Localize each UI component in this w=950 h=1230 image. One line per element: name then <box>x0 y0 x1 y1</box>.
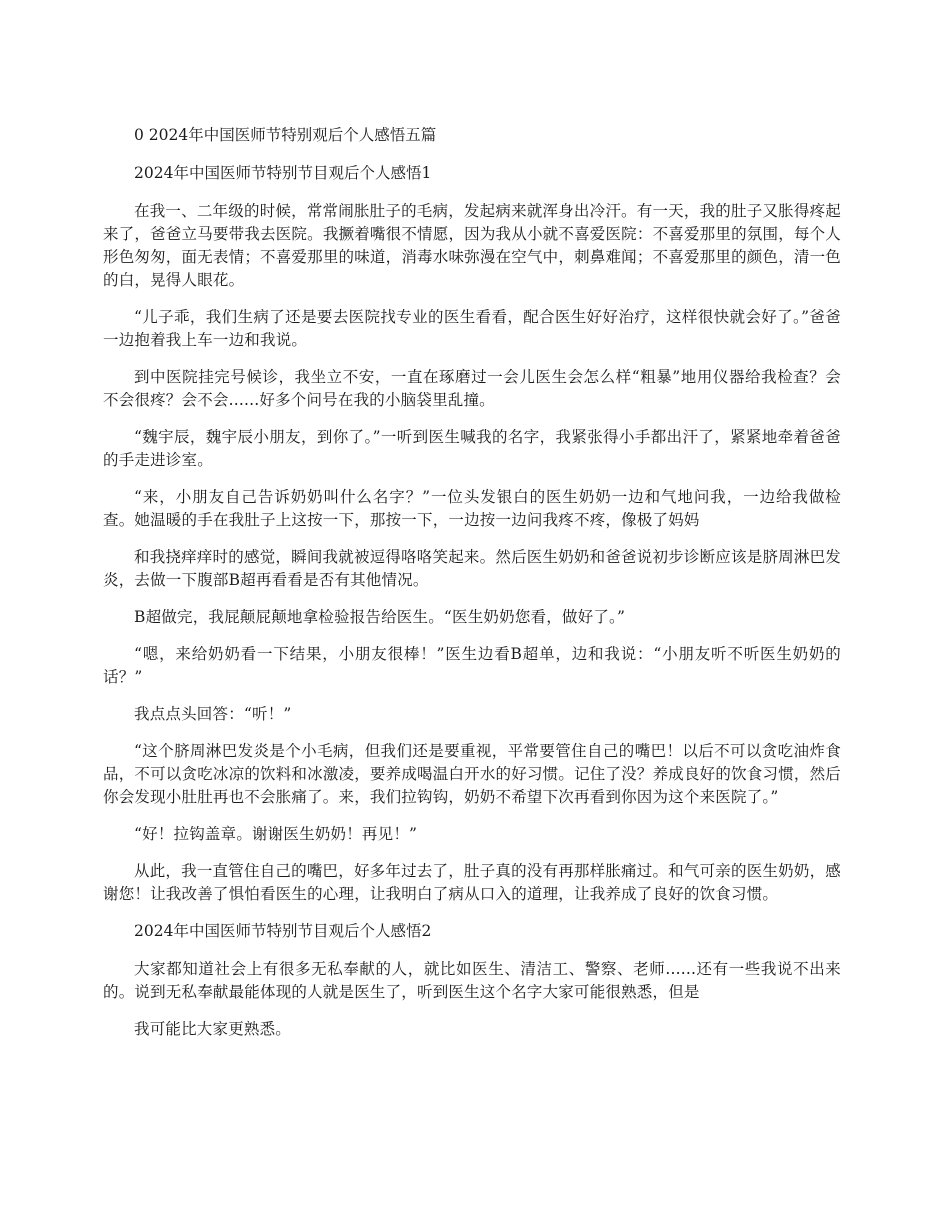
paragraph: 我点点头回答：“听！” <box>134 705 292 723</box>
paragraph: 我可能比大家更熟悉。 <box>134 1020 292 1038</box>
paragraph: “儿子乖，我们生病了还是要去医院找专业的医生看看，配合医生好好治疗，这样很快就会好了。”爸爸一边抱着我上车一边和我说。 <box>103 308 841 349</box>
paragraph: “好！拉钩盖章。谢谢医生奶奶！再见！” <box>134 825 418 843</box>
paragraph: “来，小朋友自己告诉奶奶叫什么名字？”一位头发银白的医生奶奶一边和气地问我，一边给我做检查。她温暖的手在我肚子上这按一下，那按一下，一边按一边问我疼不疼，像极了妈妈 <box>103 488 841 529</box>
paragraph: “嗯，来给奶奶看一下结果，小朋友很棒！”医生边看B超单，边和我说：“小朋友听不听医生奶奶的话？” <box>103 645 841 686</box>
paragraph: 和我挠痒痒时的感觉，瞬间我就被逗得咯咯笑起来。然后医生奶奶和爸爸说初步诊断应该是脐周淋巴发炎，去做一下腹部B超再看看是否有其他情况。 <box>103 548 841 589</box>
section-1-heading: 2024年中国医师节特别节目观后个人感悟1 <box>134 164 432 182</box>
paragraph: “这个脐周淋巴发炎是个小毛病，但我们还是要重视，平常要管住自己的嘴巴！以后不可以贪吃油炸食品，不可以贪吃冰凉的饮料和冰激凌，要养成喝温白开水的好习惯。记住了没？养成良好的饮食习惯，然后你会发现小肚肚再也不会胀痛了。来，我们拉钩钩，奶奶不希望下次再看到你因为这个来医院了。” <box>103 742 841 806</box>
paragraph: 在我一、二年级的时候，常常闹胀肚子的毛病，发起病来就浑身出冷汗。有一天，我的肚子又胀得疼起来了，爸爸立马要带我去医院。我撅着嘴很不情愿，因为我从小就不喜爱医院：不喜爱那里的氛围，每个人形色匆匆，面无表情；不喜爱那里的味道，消毒水味弥漫在空气中，刺鼻难闻；不喜爱那里的颜色，清一色的白，晃得人眼花。 <box>103 202 841 289</box>
paragraph: 大家都知道社会上有很多无私奉献的人，就比如医生、清洁工、警察、老师......还有一些我说不出来的。说到无私奉献最能体现的人就是医生了，听到医生这个名字大家可能很熟悉，但是 <box>103 960 841 1001</box>
paragraph: 从此，我一直管住自己的嘴巴，好多年过去了，肚子真的没有再那样胀痛过。和气可亲的医生奶奶，感谢您！让我改善了惧怕看医生的心理，让我明白了病从口入的道理，让我养成了良好的饮食习惯。 <box>103 862 841 903</box>
paragraph: “魏宇辰，魏宇辰小朋友，到你了。”一听到医生喊我的名字，我紧张得小手都出汗了，紧紧地牵着爸爸的手走进诊室。 <box>103 428 841 469</box>
paragraph: B超做完，我屁颠屁颠地拿检验报告给医生。“医生奶奶您看，做好了。” <box>134 608 626 626</box>
document-body <box>103 124 841 1055</box>
document-title: 0 2024年中国医师节特别观后个人感悟五篇 <box>134 126 437 144</box>
paragraph: 到中医院挂完号候诊，我坐立不安，一直在琢磨过一会儿医生会怎么样“粗暴”地用仪器给我检查？会不会很疼？会不会......好多个问号在我的小脑袋里乱撞。 <box>103 368 841 409</box>
section-2-heading: 2024年中国医师节特别节目观后个人感悟2 <box>134 922 432 940</box>
